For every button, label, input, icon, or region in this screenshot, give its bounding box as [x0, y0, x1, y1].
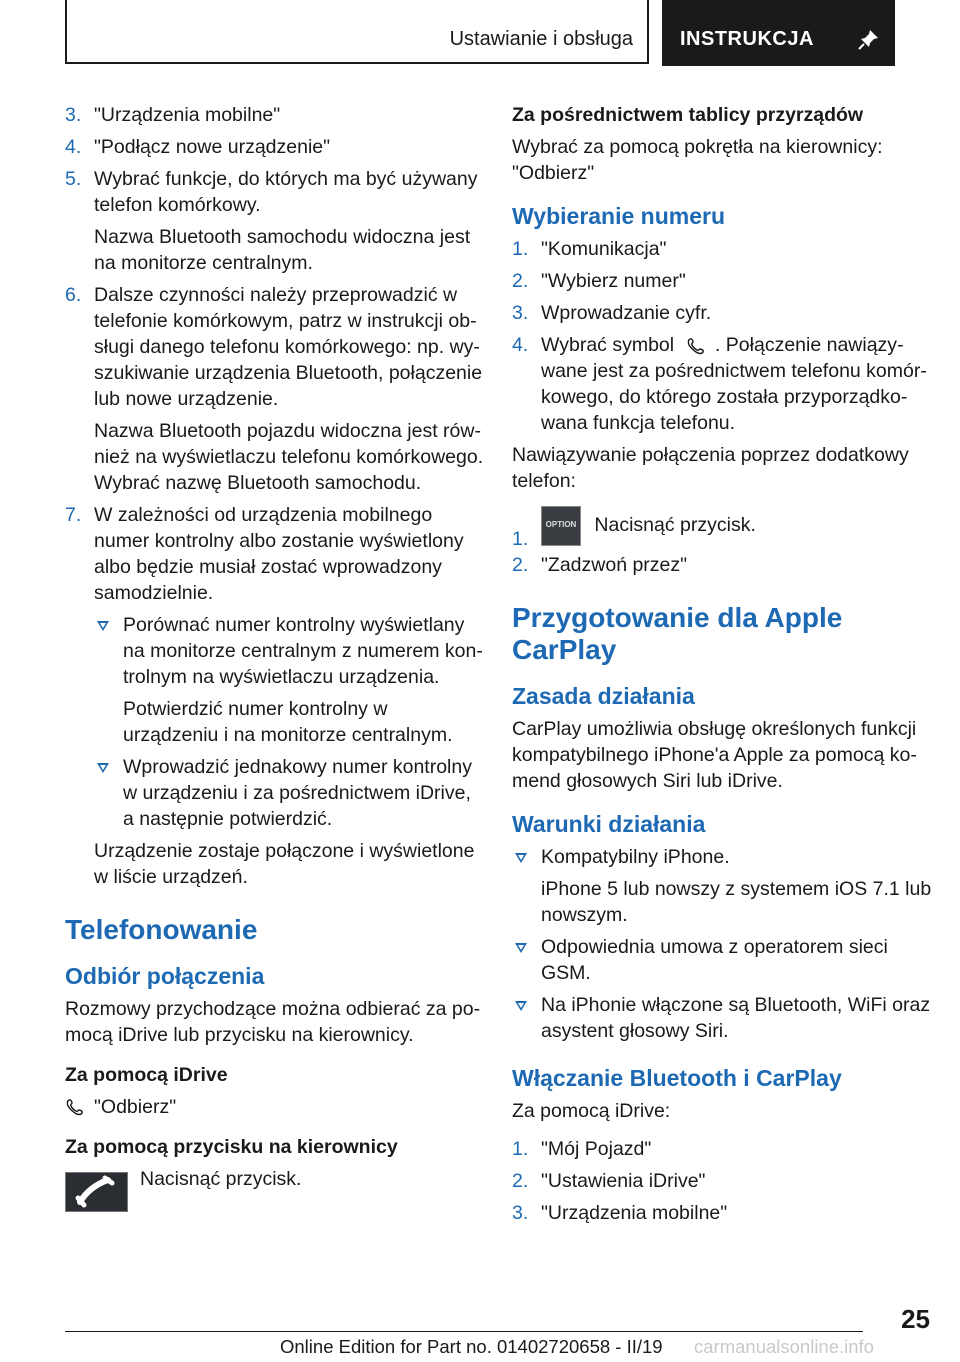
triangle-bullet-icon — [515, 943, 527, 953]
right-column — [512, 102, 932, 1232]
step-text: "Ustawienia iDrive" — [541, 1170, 706, 1192]
step-text-end: . Połączenie nawiązywane jest za pośrednictwem telefonu komórkowego, do którego została przyporządkowana funkcja telefonu. — [541, 334, 927, 434]
heading-tablica: Za pośrednictwem tablicy przyrządów — [512, 104, 864, 126]
list-item — [512, 1136, 932, 1162]
step-number: 4. — [512, 334, 529, 356]
page-header — [65, 0, 895, 66]
step-text: W zależności od urządzenia mobilnego numer kontrolny albo zostanie wyświetlony albo będzie musiał zostać wprowadzony samodzielnie. — [94, 504, 464, 604]
phone-icon — [680, 336, 710, 356]
steering-phone-button — [65, 1172, 128, 1212]
list-item — [512, 236, 932, 262]
list-item — [65, 502, 485, 890]
paragraph: Wybrać za pomocą pokrętła na kierownicy: "Odbierz" — [512, 136, 883, 184]
step-text: "Zadzwoń przez" — [541, 554, 688, 576]
bullet-item — [94, 612, 485, 748]
list-item — [65, 134, 485, 160]
section-title: Ustawianie i obsługa — [449, 28, 633, 50]
handset-icon — [66, 1173, 127, 1211]
list-item — [65, 1094, 485, 1120]
step-text: "Mój Pojazd" — [541, 1138, 652, 1160]
bullet-text: Na iPhonie włączone są Bluetooth, WiFi oraz asystent głosowy Siri. — [541, 994, 931, 1042]
page-number: 25 — [901, 1304, 930, 1334]
step-number: 1. — [512, 1138, 529, 1160]
badge-label: INSTRUKCJA — [680, 28, 814, 50]
heading-zasada: Zasada działania — [512, 683, 695, 709]
manual-badge — [662, 0, 895, 66]
step-text: "Urządzenia mobilne" — [94, 104, 281, 126]
triangle-bullet-icon — [515, 1001, 527, 1011]
heading-kierownica: Za pomocą przycisku na kierownicy — [65, 1136, 398, 1158]
step-note: Urządzenie zostaje połączone i wyświetlone w liście urządzeń. — [94, 840, 475, 888]
paragraph: CarPlay umożliwia obsługę określonych funkcji kompatybilnego iPhone'a Apple za pomocą komend głosowych Siri lub iDrive. — [512, 718, 917, 792]
step-text: "Wybierz numer" — [541, 270, 686, 292]
paragraph: Za pomocą iDrive: — [512, 1100, 671, 1122]
heading-odbior: Odbiór połączenia — [65, 963, 265, 989]
heading-wybieranie: Wybieranie numeru — [512, 203, 726, 229]
triangle-bullet-icon — [97, 763, 109, 773]
triangle-bullet-icon — [97, 621, 109, 631]
step-text: "Komunikacja" — [541, 238, 667, 260]
bullet-item — [512, 844, 932, 928]
bullet-text: Odpowiednia umowa z operatorem sieci GSM. — [541, 936, 888, 984]
heading-carplay: Przygotowanie dla Apple CarPlay — [512, 602, 843, 665]
step-number: 2. — [512, 554, 529, 576]
step-text: "Podłącz nowe urządzenie" — [94, 136, 331, 158]
step-text: Dalsze czynności należy przeprowadzić w telefonie komórkowym, patrz w instrukcji obsługi danego telefonu komórkowego: np. wyszukiwanie urządzenia Bluetooth, połączenie lub nowe urządzenie. — [94, 284, 483, 410]
item-text: Nacisnąć przycisk. — [140, 1168, 302, 1190]
list-item — [65, 102, 485, 128]
step-number: 2. — [512, 1170, 529, 1192]
step-number: 4. — [65, 136, 82, 158]
heading-idrive: Za pomocą iDrive — [65, 1064, 228, 1086]
step-text: "Urządzenia mobilne" — [541, 1202, 728, 1224]
step-number: 3. — [65, 104, 82, 126]
step-text — [541, 332, 932, 436]
left-column — [65, 102, 485, 1206]
phone-icon — [65, 1097, 85, 1117]
list-item — [512, 300, 932, 326]
bullet-text: Porównać numer kontrolny wyświetlany na monitorze centralnym z numerem kontrolnym na wyświetlaczu urządzenia. — [123, 614, 483, 688]
heading-wlaczanie: Włączanie Bluetooth i CarPlay — [512, 1065, 842, 1091]
list-item — [65, 1166, 485, 1206]
list-item — [512, 1200, 932, 1226]
step-text-start: Wybrać symbol — [541, 334, 675, 356]
bullet-note: iPhone 5 lub nowszy z systemem iOS 7.1 lub nowszym. — [541, 878, 932, 926]
step-text-label: Nacisnąć przycisk. — [594, 514, 756, 537]
item-text: "Odbierz" — [94, 1096, 177, 1118]
step-number: 1. — [512, 238, 529, 260]
list-item — [512, 1168, 932, 1194]
triangle-bullet-icon — [515, 853, 527, 863]
step-number: 2. — [512, 270, 529, 292]
paragraph: Nawiązywanie połączenia poprzez dodatkowy telefon: — [512, 444, 909, 492]
edition-note: Online Edition for Part no. 01402720658 - II/19 — [280, 1336, 663, 1357]
paragraph: Rozmowy przychodzące można odbierać za pomocą iDrive lub przycisku na kierownicy. — [65, 998, 481, 1046]
bullet-note: Potwierdzić numer kontrolny w urządzeniu i na monitorze centralnym. — [123, 698, 453, 746]
step-text — [541, 506, 932, 546]
bullet-item — [512, 992, 932, 1044]
step-number: 5. — [65, 168, 82, 190]
bullet-text: Kompatybilny iPhone. — [541, 846, 730, 868]
list-item — [512, 506, 932, 550]
list-item — [512, 332, 932, 436]
heading-warunki: Warunki działania — [512, 811, 706, 837]
list-item — [512, 552, 932, 578]
step-text: Wprowadzanie cyfr. — [541, 302, 712, 324]
heading-telefonowanie: Telefonowanie — [65, 914, 258, 945]
option-button — [541, 506, 581, 546]
bullet-item — [94, 754, 485, 832]
step-text: Wybrać funkcje, do których ma być używany telefon komórkowy. — [94, 168, 478, 216]
option-button-label: OPTION — [545, 520, 577, 529]
step-number: 6. — [65, 284, 82, 306]
bullet-item — [512, 934, 932, 986]
step-number: 3. — [512, 1202, 529, 1224]
section-tab — [65, 0, 649, 64]
step-note: Nazwa Bluetooth pojazdu widoczna jest również na wyświetlaczu telefonu komórkowego. Wybrać nazwę Bluetooth samochodu. — [94, 420, 484, 494]
list-item — [65, 166, 485, 276]
step-number: 7. — [65, 504, 82, 526]
watermark: carmanualsonline.info — [694, 1336, 874, 1357]
bullet-text: Wprowadzić jednakowy numer kontrolny w urządzeniu i za pośrednictwem iDrive, a następnie potwierdzić. — [123, 756, 472, 830]
step-note: Nazwa Bluetooth samochodu widoczna jest na monitorze centralnym. — [94, 226, 471, 274]
pin-icon — [858, 28, 880, 50]
step-number: 3. — [512, 302, 529, 324]
list-item — [65, 282, 485, 496]
footer-divider — [65, 1331, 863, 1332]
list-item — [512, 268, 932, 294]
step-number: 1. — [512, 528, 529, 550]
